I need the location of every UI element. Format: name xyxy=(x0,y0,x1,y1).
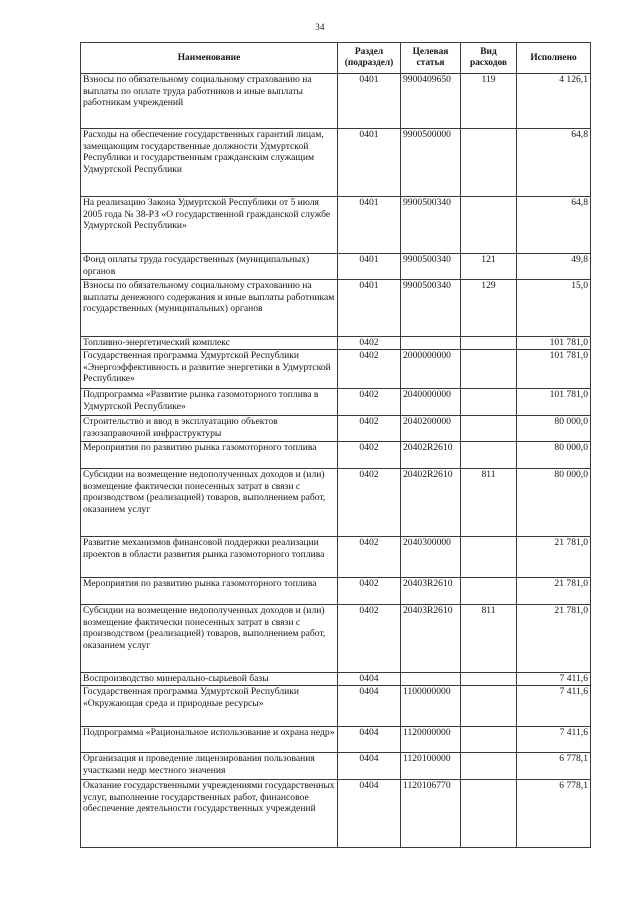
row-name: Организация и проведение лицензирования пользования участками недр местного значения xyxy=(81,753,338,780)
table-row xyxy=(81,753,591,780)
row-section: 0404 xyxy=(338,753,401,780)
row-kind xyxy=(461,727,517,753)
row-kind xyxy=(461,537,517,578)
row-section: 0402 xyxy=(338,578,401,605)
row-article: 2040000000 xyxy=(401,389,461,416)
row-section: 0401 xyxy=(338,74,401,129)
row-name: Подпрограмма «Рациональное использование и охрана недр» xyxy=(81,727,338,753)
table-row xyxy=(81,780,591,848)
header-kind: Вид расходов xyxy=(461,43,517,74)
row-article: 2040300000 xyxy=(401,537,461,578)
table-row xyxy=(81,74,591,129)
page-number: 34 xyxy=(315,22,325,32)
row-amount: 49,8 xyxy=(517,254,591,280)
row-kind xyxy=(461,129,517,197)
row-name: Взносы по обязательному социальному страхованию на выплаты денежного содержания и иные выплаты работникам государственных (муниципальных) органов xyxy=(81,280,338,337)
table-row xyxy=(81,129,591,197)
row-amount: 64,8 xyxy=(517,197,591,254)
row-amount: 7 411,6 xyxy=(517,686,591,727)
row-amount: 6 778,1 xyxy=(517,780,591,848)
row-article: 2000000000 xyxy=(401,350,461,389)
row-section: 0404 xyxy=(338,727,401,753)
row-amount: 101 781,0 xyxy=(517,337,591,350)
row-kind xyxy=(461,780,517,848)
row-name: Расходы на обеспечение государственных гарантий лицам, замещающим государственные должности Удмуртской Республики и государственным гражданским служащим Удмуртской Республики xyxy=(81,129,338,197)
row-kind xyxy=(461,416,517,442)
row-section: 0402 xyxy=(338,337,401,350)
table-row xyxy=(81,673,591,686)
header-amount: Исполнено xyxy=(517,43,591,74)
row-name: На реализацию Закона Удмуртской Республики от 5 июля 2005 года № 38-РЗ «О государственной гражданской службе Удмуртской Республики» xyxy=(81,197,338,254)
row-kind: 119 xyxy=(461,74,517,129)
table-row xyxy=(81,416,591,442)
row-name: Развитие механизмов финансовой поддержки реализации проектов в области развития рынка газомоторного топлива xyxy=(81,537,338,578)
table-row xyxy=(81,350,591,389)
row-section: 0402 xyxy=(338,537,401,578)
table-row xyxy=(81,727,591,753)
row-section: 0401 xyxy=(338,254,401,280)
row-section: 0402 xyxy=(338,442,401,469)
table-row xyxy=(81,537,591,578)
row-name: Государственная программа Удмуртской Республики «Окружающая среда и природные ресурсы» xyxy=(81,686,338,727)
row-kind xyxy=(461,197,517,254)
header-article: Целевая статья xyxy=(401,43,461,74)
table-row xyxy=(81,469,591,537)
row-section: 0404 xyxy=(338,780,401,848)
header-name: Наименование xyxy=(81,43,338,74)
row-amount: 80 000,0 xyxy=(517,416,591,442)
row-kind: 129 xyxy=(461,280,517,337)
table-header-row xyxy=(81,43,591,74)
row-kind xyxy=(461,389,517,416)
row-name: Субсидии на возмещение недополученных доходов и (или) возмещение фактически понесенных затрат в связи с производством (реализацией) товаров, выполнением работ, оказанием услуг xyxy=(81,605,338,673)
row-amount: 6 778,1 xyxy=(517,753,591,780)
row-article: 1120000000 xyxy=(401,727,461,753)
row-section: 0402 xyxy=(338,469,401,537)
row-name: Субсидии на возмещение недополученных доходов и (или) возмещение фактически понесенных затрат в связи с производством (реализацией) товаров, выполнением работ, оказанием услуг xyxy=(81,469,338,537)
row-section: 0402 xyxy=(338,605,401,673)
row-name: Топливно-энергетический комплекс xyxy=(81,337,338,350)
header-section: Раздел (подраздел) xyxy=(338,43,401,74)
row-article xyxy=(401,337,461,350)
row-amount: 80 000,0 xyxy=(517,469,591,537)
row-article: 1120100000 xyxy=(401,753,461,780)
row-section: 0402 xyxy=(338,416,401,442)
row-article xyxy=(401,673,461,686)
table-row xyxy=(81,605,591,673)
row-section: 0401 xyxy=(338,197,401,254)
row-article: 9900500340 xyxy=(401,280,461,337)
row-article: 1100000000 xyxy=(401,686,461,727)
row-name: Государственная программа Удмуртской Республики «Энергоэффективность и развитие энергетики в Удмуртской Республике» xyxy=(81,350,338,389)
row-kind xyxy=(461,350,517,389)
table-row xyxy=(81,254,591,280)
row-article: 20402R2610 xyxy=(401,469,461,537)
row-article: 9900500340 xyxy=(401,254,461,280)
row-amount: 21 781,0 xyxy=(517,537,591,578)
row-section: 0401 xyxy=(338,280,401,337)
row-name: Строительство и ввод в эксплуатацию объектов газозаправочной инфраструктуры xyxy=(81,416,338,442)
table-row xyxy=(81,442,591,469)
row-article: 9900500340 xyxy=(401,197,461,254)
row-kind xyxy=(461,578,517,605)
row-kind xyxy=(461,337,517,350)
row-amount: 64,8 xyxy=(517,129,591,197)
row-amount: 7 411,6 xyxy=(517,673,591,686)
row-kind xyxy=(461,442,517,469)
row-article: 2040200000 xyxy=(401,416,461,442)
row-name: Оказание государственными учреждениями государственных услуг, выполнение государственных работ, финансовое обеспечение деятельности государственных учреждений xyxy=(81,780,338,848)
row-name: Воспроизводство минерально-сырьевой базы xyxy=(81,673,338,686)
row-article: 9900500000 xyxy=(401,129,461,197)
row-name: Подпрограмма «Развитие рынка газомоторного топлива в Удмуртской Республике» xyxy=(81,389,338,416)
row-section: 0404 xyxy=(338,673,401,686)
row-name: Мероприятия по развитию рынка газомоторного топлива xyxy=(81,442,338,469)
row-kind: 121 xyxy=(461,254,517,280)
row-amount: 80 000,0 xyxy=(517,442,591,469)
row-section: 0401 xyxy=(338,129,401,197)
row-article: 20403R2610 xyxy=(401,605,461,673)
row-article: 20402R2610 xyxy=(401,442,461,469)
row-amount: 21 781,0 xyxy=(517,605,591,673)
row-amount: 21 781,0 xyxy=(517,578,591,605)
row-name: Взносы по обязательному социальному страхованию на выплаты по оплате труда работников и иные выплаты работникам учреждений xyxy=(81,74,338,129)
row-article: 9900409650 xyxy=(401,74,461,129)
table-row xyxy=(81,197,591,254)
row-amount: 101 781,0 xyxy=(517,350,591,389)
row-kind: 811 xyxy=(461,469,517,537)
expenditure-table xyxy=(80,42,591,848)
row-kind: 811 xyxy=(461,605,517,673)
row-amount: 101 781,0 xyxy=(517,389,591,416)
row-section: 0404 xyxy=(338,686,401,727)
row-section: 0402 xyxy=(338,350,401,389)
row-amount: 4 126,1 xyxy=(517,74,591,129)
table-row xyxy=(81,389,591,416)
row-name: Фонд оплаты труда государственных (муниципальных) органов xyxy=(81,254,338,280)
row-article: 1120106770 xyxy=(401,780,461,848)
row-kind xyxy=(461,686,517,727)
row-kind xyxy=(461,753,517,780)
row-amount: 7 411,6 xyxy=(517,727,591,753)
table-row xyxy=(81,280,591,337)
table-row xyxy=(81,337,591,350)
row-amount: 15,0 xyxy=(517,280,591,337)
row-kind xyxy=(461,673,517,686)
row-article: 20403R2610 xyxy=(401,578,461,605)
row-name: Мероприятия по развитию рынка газомоторного топлива xyxy=(81,578,338,605)
table-row xyxy=(81,578,591,605)
table-row xyxy=(81,686,591,727)
row-section: 0402 xyxy=(338,389,401,416)
